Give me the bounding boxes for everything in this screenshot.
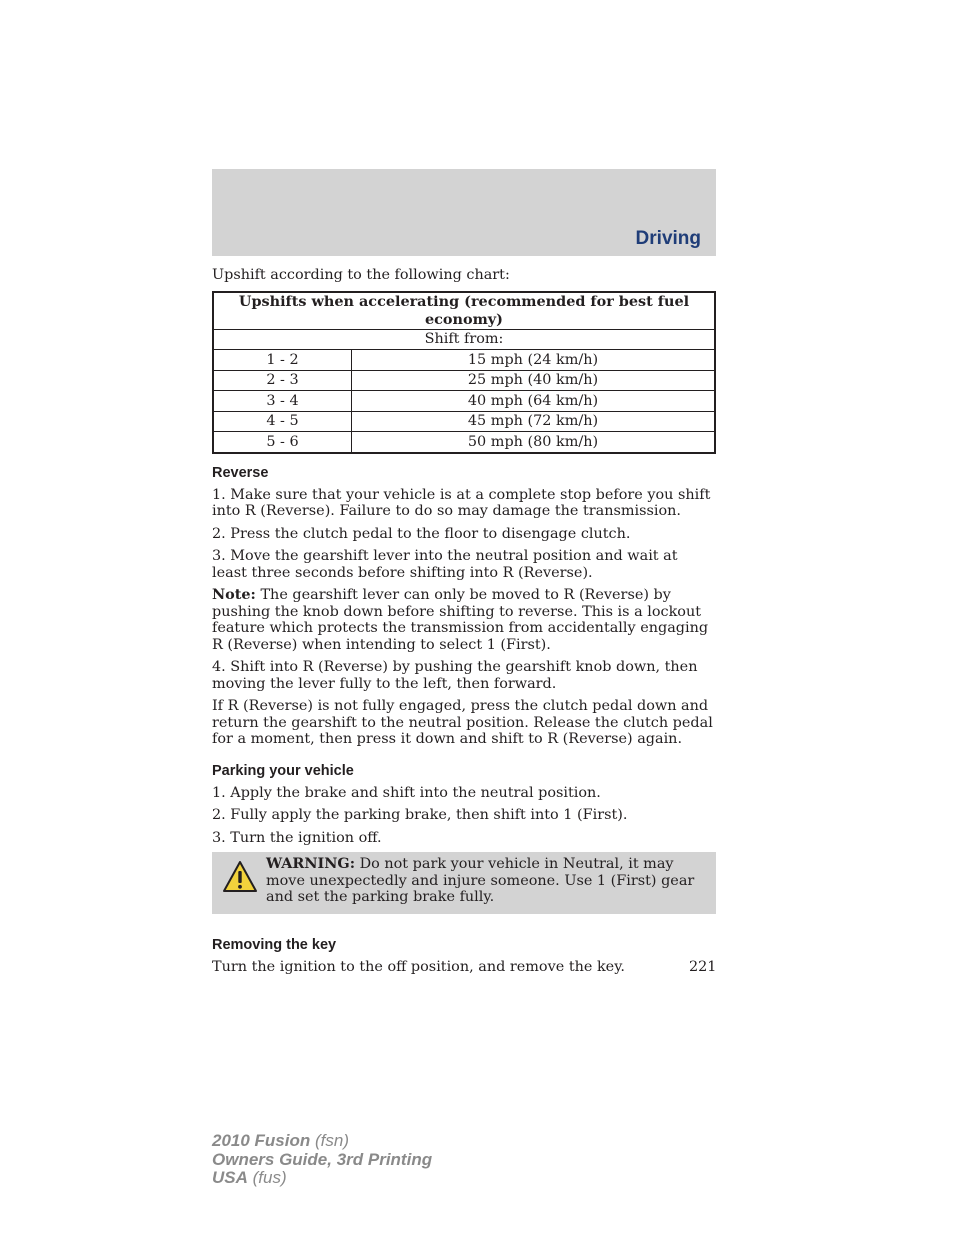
footer bbox=[212, 1132, 432, 1188]
table-row bbox=[213, 411, 715, 432]
reverse-step-2: 2. Press the clutch pedal to the floor to disengage clutch. bbox=[212, 525, 631, 542]
removing-key-heading: Removing the key bbox=[212, 937, 337, 953]
section-title: Driving bbox=[635, 228, 701, 249]
upshift-table bbox=[212, 291, 716, 454]
parking-step-3: 3. Turn the ignition off. bbox=[212, 829, 382, 846]
speed-cell: 15 mph (24 km/h) bbox=[352, 350, 716, 371]
footer-market: USA bbox=[212, 1168, 248, 1187]
removing-key-text: Turn the ignition to the off position, and remove the key. bbox=[212, 959, 625, 975]
reverse-step-1: 1. Make sure that your vehicle is at a complete stop before you shift into R (Reverse). Failure to do so may damage the transmission. bbox=[212, 486, 711, 519]
page-content bbox=[212, 267, 716, 982]
table-row bbox=[213, 391, 715, 412]
parking-step-1: 1. Apply the brake and shift into the neutral position. bbox=[212, 784, 601, 801]
parking-heading: Parking your vehicle bbox=[212, 762, 354, 779]
gear-cell: 5 - 6 bbox=[213, 432, 352, 453]
table-row bbox=[213, 432, 715, 453]
note-label: Note: bbox=[212, 586, 256, 603]
reverse-step-3: 3. Move the gearshift lever into the neutral position and wait at least three seconds before shifting into R (Reverse). bbox=[212, 548, 678, 581]
table-row bbox=[213, 350, 715, 371]
reverse-note bbox=[212, 587, 716, 653]
speed-cell: 45 mph (72 km/h) bbox=[352, 411, 716, 432]
note-text: The gearshift lever can only be moved to R (Reverse) by pushing the knob down before shifting to reverse. This is a lockout feature which protects the transmission from accidentally engaging R (Reverse) when intending to select 1 (First). bbox=[212, 587, 709, 653]
speed-cell: 40 mph (64 km/h) bbox=[352, 391, 716, 412]
speed-cell: 25 mph (40 km/h) bbox=[352, 370, 716, 391]
gear-cell: 3 - 4 bbox=[213, 391, 352, 412]
warning-label: WARNING: bbox=[266, 855, 356, 872]
warning-box bbox=[212, 852, 716, 914]
footer-line-3 bbox=[212, 1169, 432, 1188]
gear-cell: 1 - 2 bbox=[213, 350, 352, 371]
warning-triangle-icon bbox=[222, 860, 258, 894]
table-row bbox=[213, 370, 715, 391]
footer-line-2: Owners Guide, 3rd Printing bbox=[212, 1149, 433, 1169]
footer-line-1 bbox=[212, 1132, 432, 1151]
section-header-band bbox=[212, 169, 716, 256]
page-number: 221 bbox=[689, 959, 717, 975]
warning-text: Do not park your vehicle in Neutral, it may move unexpectedly and injure someone. Use 1 (First) gear and set the parking brake fully. bbox=[266, 856, 695, 905]
table-subheader: Shift from: bbox=[213, 329, 715, 350]
footer-model-code: (fsn) bbox=[310, 1131, 349, 1150]
gear-cell: 4 - 5 bbox=[213, 411, 352, 432]
gear-cell: 2 - 3 bbox=[213, 370, 352, 391]
reverse-step-4: 4. Shift into R (Reverse) by pushing the gearshift knob down, then moving the lever fully to the left, then forward. bbox=[212, 659, 698, 692]
intro-text: Upshift according to the following chart: bbox=[212, 267, 510, 283]
footer-model: 2010 Fusion bbox=[212, 1131, 311, 1150]
footer-market-code: (fus) bbox=[247, 1168, 287, 1187]
parking-step-2: 2. Fully apply the parking brake, then shift into 1 (First). bbox=[212, 807, 628, 823]
speed-cell: 50 mph (80 km/h) bbox=[352, 432, 716, 453]
table-title: Upshifts when accelerating (recommended for best fuel economy) bbox=[213, 292, 715, 330]
reverse-heading: Reverse bbox=[212, 464, 269, 481]
reverse-tip: If R (Reverse) is not fully engaged, press the clutch pedal down and return the gearshift to the neutral position. Release the clutch pedal for a moment, then press it down and shift to R (Reverse) again. bbox=[212, 698, 713, 747]
